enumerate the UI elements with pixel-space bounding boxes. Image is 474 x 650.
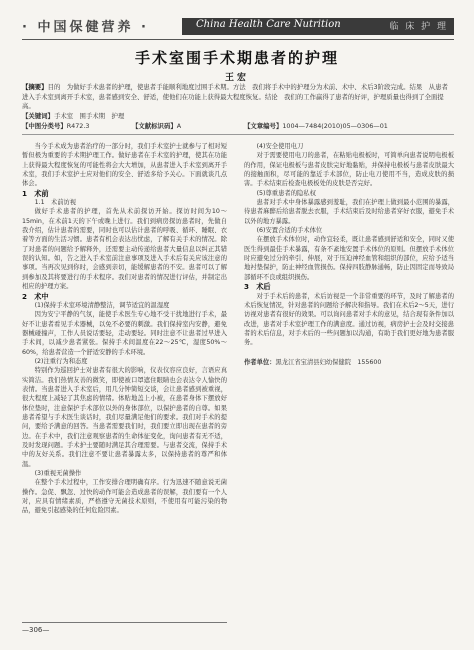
journal-name-cn: · 中国保健营养 · — [22, 20, 149, 35]
body-paragraph: 当今手术成为患者治疗的一部分时，我们手术室护士就参与了相对短暂但极为重要的手术期护理工作。做好患者在手术室的护理，使其在功能上获得最大程度恢复的可能性将会大大增加，从患者进入手术室到离开手术室，我们手术室护士应对他们的安全、舒适多给予关心。下面就谈几点体会。 — [22, 143, 227, 188]
subsection-heading: (6)安置合适的手术体位 — [256, 227, 323, 235]
affiliation-label: 作者单位： — [244, 358, 276, 366]
header-divider — [22, 39, 454, 40]
subsection-heading: (4)安全使用电刀 — [256, 143, 304, 150]
page-number: —306— — [22, 626, 50, 634]
section-heading: 1 术前 — [22, 188, 49, 198]
body-paragraph: 对于手术后的患者，术后访视是一个非常重要的环节，及时了解患者的术后恢复情况，针对患者的问题给予解决和指导。我们在术后2～5天，进行访视对患者有很好的效果。可以询问患者对手术的意见，结合现有条件加以改进，患者对手术室护理工作的满意度。通过访视，病房护士会及时交接患者的术后信息，对手术后的一些问题加以沟通，有助于我们更好地为患者服务。 — [244, 292, 454, 347]
abstract-label: 【摘要】 — [22, 83, 48, 91]
section-heading: 2 术中 — [22, 291, 49, 301]
body-paragraph: 做好手术患者的护理，首先从术前探访开始。探访时间为10～15min，在术前1天的下午或晚上进行。我们到病房探访患者时，先做自我介绍，估计患者的需要，同时也可以估计患者的呼吸、循环、睡眠、衣着等方面的生活习惯。患者有机会表达出忧虑，了解有关手术的情况。除了对患者的问题给予解释外，还需要主动传递给患者大量信息以纠正其错误的认知。如，告之进入手术室前注意事项及进入手术后有关应该注意的事项。当再次见到你时，会感到亲切，能缓解患者的不安。患者可以了解到参加及其将要进行的手术程序。我们对患者的情况进行评估，并制定出相应的护理方案。 — [22, 208, 227, 291]
keywords — [22, 112, 124, 121]
body-paragraph: 在整个手术过程中，工作安排合理明确有序。行为迅速不随意说无菌操作。急促、飘忽、过快的动作可能会造成患者的误解，我们要有一个人对，应具有情绪素质，严格遵守无菌技术原则，不使用有可能污染的物品，避免引起感染的任何危险因素。 — [22, 479, 227, 515]
subsection-heading: (2)注重行为和态度 — [34, 357, 88, 365]
keywords-text: 手术室 围手术期 护理 — [53, 112, 125, 120]
affiliation-text: 黑龙江省宝清县妇幼保健院 155600 — [275, 358, 382, 366]
body-paragraph: 患者对手术中身体暴露感到羞耻，我们在护理上做到最小范围的暴露，待患者麻醉后给患者脱去衣服，手术结束后及时给患者穿好衣服，避免手术以外的地方暴露。 — [244, 199, 454, 225]
clc-text: R472.3 — [66, 122, 90, 130]
journal-name-en: China Health Care Nutrition — [196, 19, 341, 30]
abstract-text: 目的 为做好手术患者的护理，使患者手能顺利地度过围手术期。方法 我们将手术中的护理分为术前、术中、术后3阶段完成。结果 从患者进入手术室到离开手术室，患者感到安全、舒适，使他们在功能上获得最大程度恢复。结论 我们的工作赢得了患者的好评，护理质量也得到了全面提高。 — [22, 83, 448, 111]
body-paragraph: 特别作为巡回护士对患者有很大的影响，仪表仪容应良好，言语应真实简洁。我们热情友善的微笑，即使被口罩遮住眼睛也会表达令人愉快的表情。当患者进入手术室后，用几分钟简短交谈，会让患者感到被重视，很大程度上减轻了其焦虑的情绪。体贴地盖上小被，在患者身体下摆放好体位垫时，注意保护手术部位以外的身体部位，以保护患者的自尊。如果患者希望与手术医生谈话时，我们尽量满足他们的要求。我们对手术的提问，要给予满意的回答。当患者需要我们时，我们要立即出现在患者的旁边。在手术中，我们注意观察患者的生命体征变化，询问患者有无不适，及时发现问题。手术护士要随时满足其合理需要。与患者交流，保持手术中的友好关系。我们注意不要让患者暴露太多，以保持患者的尊严和体温。 — [22, 367, 227, 468]
body-paragraph: 在摆放手术体位时，动作宜轻柔，既让患者感到舒适和安全，同时又使医生得到最佳手术暴露，有条不紊地安置手术体位的原则。但摆放手术体位时应避免过分的牵引、伸展，对于压迫神经血管和组织的部位，应给予适当地衬垫保护，防止神经血管损伤。保持四肢静脉通畅，防止因固定而导致局部循环不良或组织损伤。 — [244, 236, 454, 281]
footer-divider — [22, 622, 227, 623]
body-column-right — [244, 142, 454, 367]
body-paragraph: 因为安宁平静的气氛，能使手术医生专心地不受干扰地进行手术，最好不让患者看见手术器械，以免不必要的刺激。我们保持室内安静，避免器械碰撞声，工作人员说话要轻，走动要轻。同时注意不让患者过早进入手术间，以减少患者紧张。保持手术间温度在22～25℃，湿度50%～60%，给患者营造一个舒适安静的手术环境。 — [22, 311, 227, 356]
article-no-text: 1004—7484(2010)05—0306—01 — [282, 122, 388, 130]
section-label: 临 床 护 理 — [389, 22, 448, 32]
abstract-divider — [22, 134, 454, 135]
doc-code-label: 【文献标识码】 — [132, 122, 177, 130]
clc-code — [22, 122, 89, 131]
body-column-left — [22, 142, 227, 516]
clc-label: 【中图分类号】 — [22, 122, 67, 130]
journal-header — [22, 14, 454, 38]
author-affiliation — [244, 358, 454, 367]
subsection-heading: 1.1 术前访视 — [34, 199, 77, 207]
article-no-label: 【文章编号】 — [244, 122, 283, 130]
body-paragraph: 对于需要使用电刀的患者，在粘贴电极板时，可简单向患者说明电极板的作用，保证电极板与患者皮肤完好地黏贴，并保持电极板与患者皮肤最大的接触面积，尽可能的靠近手术部位，防止电刀使用不当，造成皮肤的损害。手术结束后检查电极板处的皮肤是否完好。 — [244, 152, 454, 188]
abstract — [22, 83, 454, 112]
doc-code-text: A — [176, 122, 182, 130]
subsection-heading: (1)保持手术室环境清静整洁，调节适宜的温湿度 — [34, 301, 170, 309]
doc-code — [132, 122, 181, 131]
subsection-heading: (3)重视无菌操作 — [34, 470, 82, 478]
article-author: 王宏 — [224, 73, 249, 83]
section-heading: 3 术后 — [244, 282, 271, 292]
article-number — [244, 122, 388, 131]
article-title: 手术室围手术期患者的护理 — [134, 49, 339, 67]
keywords-label: 【关键词】 — [22, 112, 54, 120]
subsection-heading: (5)尊重患者的隐私权 — [256, 189, 316, 197]
